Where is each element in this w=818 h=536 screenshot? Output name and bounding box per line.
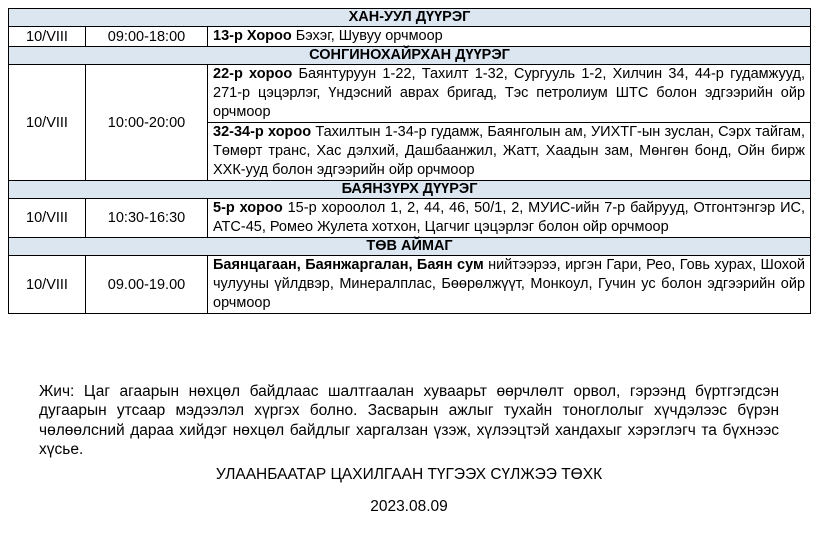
district-header-tuv [9, 238, 811, 256]
location-details: Тахилтын 1-34-р гудамж, Баянголын ам, УИХТГ-ын зуслан, Сэрх тайгам, Төмөрт транс, Хас дэлхий, Дашбаанжил, Жатт, Хаадын зам, Мөнгөн бонд, Ойн бирж ХХК-ууд болон эдгээрийн ойр орчмоор [213, 124, 806, 178]
date-cell: 10/VIII [9, 27, 86, 47]
note-paragraph: Жич: Цаг агаарын нөхцөл байдлаас шалтгаалан хуваарьт өөрчлөлт орвол, гэрээнд бүртгэгдсэн дугаарын утсаар мэдээлэл хүргэх болно. Засварын ажлыг тухайн тоноглолыг хүчдэлээс бүрэн чөлөөлсний дараа хийдэг нөхцөл байдлыг харгалзан үзэж, хүлээцтэй хандахыг хэрэглэгч та бүхнээс хүсье. [39, 382, 779, 458]
issue-date: 2023.08.09 [370, 498, 448, 515]
date-cell: 10/VIII [9, 256, 86, 314]
district-name: СОНГИНОХАЙРХАН ДҮҮРЭГ [9, 47, 811, 65]
date-cell: 10/VIII [9, 65, 86, 181]
district-header-bayanzurkh [9, 181, 811, 199]
area-name: Баянцагаан, Баянжаргалан, Баян сум [213, 257, 484, 273]
location-cell [208, 123, 811, 181]
table-row [9, 199, 811, 238]
district-name: ТӨВ АЙМАГ [9, 238, 811, 256]
location-cell [208, 199, 811, 238]
location-cell [208, 27, 811, 47]
location-details: нийтээрээ, иргэн Гари, Рео, Говь хурах, Шохой чулууны үйлдвэр, Минералплас, Бөөрөлжүүт, Монкоул, Гучин ус болон эдгээрийн ойр орчмоор [213, 257, 806, 311]
time-cell: 09.00-19.00 [86, 256, 208, 314]
area-name: 5-р хороо [213, 200, 283, 216]
location-details: Бэхэг, Шувуу орчмоор [291, 28, 443, 44]
table-row [9, 65, 811, 123]
area-name: 13-р Хороо [213, 28, 292, 44]
time-cell: 09:00-18:00 [86, 27, 208, 47]
location-details: 15-р хороолол 1, 2, 44, 46, 50/1, 2, МУИС-ийн 7-р байрууд, Отгонтэнгэр ИС, АТС-45, Ромео Жулета хотхон, Цагчиг цэцэрлэг болон ойр орчмоор [213, 200, 806, 235]
time-cell: 10:30-16:30 [86, 199, 208, 238]
location-cell [208, 65, 811, 123]
area-name: 22-р хороо [213, 66, 293, 82]
district-header-khan-uul [9, 9, 811, 27]
area-name: 32-34-р хороо [213, 124, 312, 140]
location-cell [208, 256, 811, 314]
district-name: БАЯНЗҮРХ ДҮҮРЭГ [9, 181, 811, 199]
time-cell: 10:00-20:00 [86, 65, 208, 181]
location-details: Баянтуруун 1-22, Тахилт 1-32, Сургууль 1-2, Хилчин 34, 44-р гудамжууд, 271-р цэцэрлэг, Үндэсний аврах бригад, Тэс петролиум ШТС болон эдгээрийн ойр орчмоор [213, 66, 806, 120]
outage-schedule-table [8, 8, 811, 314]
table-row [9, 256, 811, 314]
district-header-songinokhairkhan [9, 47, 811, 65]
district-name: ХАН-УУЛ ДҮҮРЭГ [9, 9, 811, 27]
organization-name: УЛААНБААТАР ЦАХИЛГААН ТҮГЭЭХ СҮЛЖЭЭ ТӨХК [215, 466, 603, 483]
table-row [9, 27, 811, 47]
date-cell: 10/VIII [9, 199, 86, 238]
